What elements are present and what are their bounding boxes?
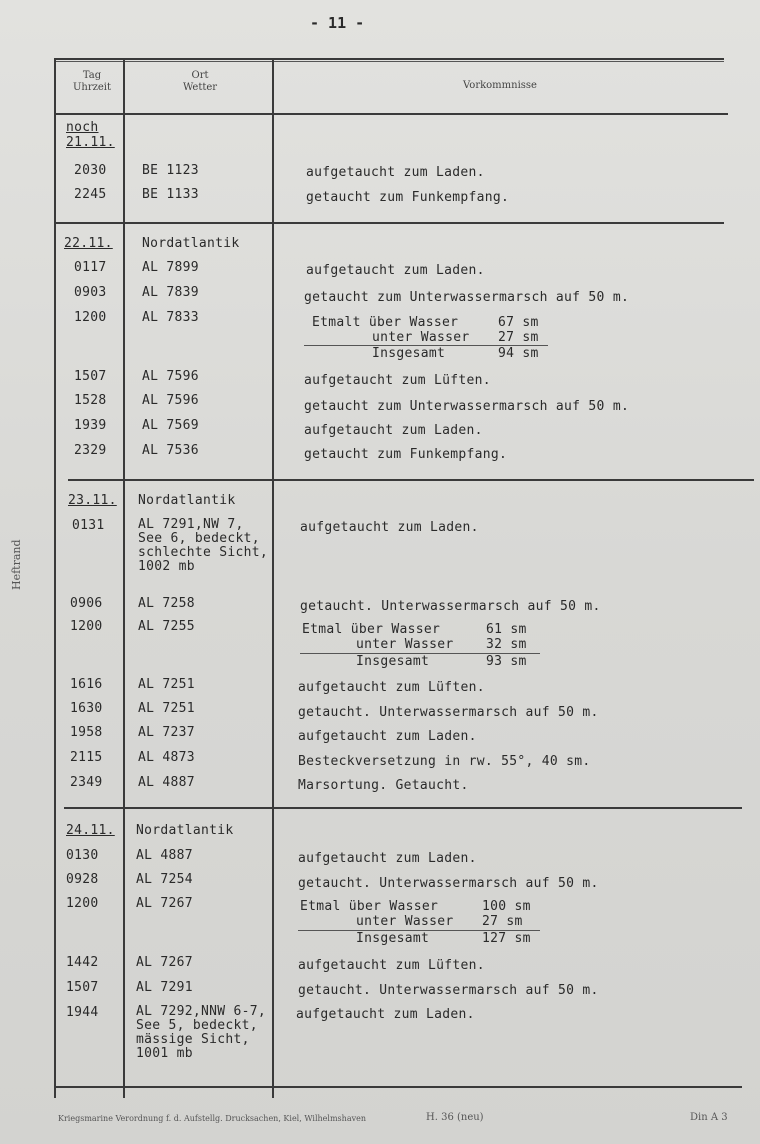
section-divider-2 xyxy=(68,479,754,481)
entry-time: 1630 xyxy=(70,701,103,716)
etmal-total-label: Insgesamt xyxy=(356,931,430,946)
section-region: Nordatlantik xyxy=(142,236,240,251)
header-col-place-weather: Ort Wetter xyxy=(182,70,218,93)
entry-time: 1200 xyxy=(66,896,99,911)
entry-place: AL 7899 xyxy=(142,260,199,275)
entry-place: AL 7291 xyxy=(136,980,193,995)
entry-text: aufgetaucht zum Lüften. xyxy=(304,373,491,388)
entry-time: 1958 xyxy=(70,725,103,740)
entry-place: AL 4887 xyxy=(138,775,195,790)
entry-time: 2115 xyxy=(70,750,103,765)
etmal-over-water-label: Etmal über Wasser xyxy=(302,622,441,637)
etmal-under-water-label: unter Wasser xyxy=(356,914,454,929)
entry-place: AL 7839 xyxy=(142,285,199,300)
entry-text: getaucht zum Funkempfang. xyxy=(306,190,510,205)
page-number: - 11 - xyxy=(310,14,365,32)
section-date: 22.11. xyxy=(64,236,113,251)
entry-text: aufgetaucht zum Lüften. xyxy=(298,958,485,973)
entry-place: AL 7267 xyxy=(136,896,193,911)
etmal-under-water-label: unter Wasser xyxy=(356,637,454,652)
entry-place: AL 4873 xyxy=(138,750,195,765)
etmal-total-value: 94 sm xyxy=(498,346,539,361)
entry-time: 2329 xyxy=(74,443,107,458)
entry-time: 1507 xyxy=(74,369,107,384)
etmal-over-water-value: 100 sm xyxy=(482,899,531,914)
column-divider-1 xyxy=(123,58,125,1098)
entry-text: getaucht zum Unterwassermarsch auf 50 m. xyxy=(304,399,630,414)
etmal-over-water-label: Etmalt über Wasser xyxy=(312,315,459,330)
entry-text: aufgetaucht zum Laden. xyxy=(304,423,483,438)
etmal-total-value: 93 sm xyxy=(486,654,527,669)
table-bottom-border xyxy=(56,1086,742,1088)
footer-form-number: H. 36 (neu) xyxy=(426,1112,484,1123)
entry-text: getaucht zum Unterwassermarsch auf 50 m. xyxy=(304,290,630,305)
entry-time: 1944 xyxy=(66,1005,99,1020)
etmal-over-water-value: 67 sm xyxy=(498,315,539,330)
entry-time: 2349 xyxy=(70,775,103,790)
entry-text: aufgetaucht zum Laden. xyxy=(298,729,477,744)
entry-time: 1528 xyxy=(74,393,107,408)
table-left-border xyxy=(54,58,56,1098)
entry-time: 1616 xyxy=(70,677,103,692)
entry-text: getaucht. Unterwassermarsch auf 50 m. xyxy=(298,983,599,998)
etmal-over-water-label: Etmal über Wasser xyxy=(300,899,439,914)
entry-place: AL 4887 xyxy=(136,848,193,863)
entry-place: AL 7258 xyxy=(138,596,195,611)
entry-time: 1200 xyxy=(74,310,107,325)
entry-place: AL 7255 xyxy=(138,619,195,634)
table-top-border-inner xyxy=(56,61,724,62)
entry-time: 1442 xyxy=(66,955,99,970)
entry-time: 0130 xyxy=(66,848,99,863)
entry-place: AL 7596 xyxy=(142,393,199,408)
footer-paper-size: Din A 3 xyxy=(690,1112,728,1123)
entry-text: aufgetaucht zum Laden. xyxy=(298,851,477,866)
header-col-events: Vorkommnisse xyxy=(463,80,537,91)
entry-place: AL 7254 xyxy=(136,872,193,887)
section-date: 24.11. xyxy=(66,823,115,838)
entry-time: 1939 xyxy=(74,418,107,433)
section-date: noch 21.11. xyxy=(66,120,115,150)
entry-time: 1200 xyxy=(70,619,103,634)
entry-time: 1507 xyxy=(66,980,99,995)
table-top-border xyxy=(56,58,724,60)
section-region: Nordatlantik xyxy=(138,493,236,508)
entry-text: Marsortung. Getaucht. xyxy=(298,778,469,793)
entry-time: 0903 xyxy=(74,285,107,300)
margin-label: Heftrand xyxy=(10,539,23,590)
etmal-under-water-value: 27 sm xyxy=(482,914,523,929)
entry-text: getaucht zum Funkempfang. xyxy=(304,447,508,462)
entry-place: AL 7251 xyxy=(138,677,195,692)
section-divider-1 xyxy=(56,222,724,224)
entry-text: aufgetaucht zum Laden. xyxy=(306,263,485,278)
entry-time: 2030 xyxy=(74,163,107,178)
entry-text: aufgetaucht zum Laden. xyxy=(296,1007,475,1022)
entry-place: AL 7251 xyxy=(138,701,195,716)
etmal-total-value: 127 sm xyxy=(482,931,531,946)
entry-place: AL 7833 xyxy=(142,310,199,325)
entry-text: Besteckversetzung in rw. 55°, 40 sm. xyxy=(298,754,591,769)
footer-printer-note: Kriegsmarine Verordnung f. d. Aufstellg. Drucksachen, Kiel, Wilhelmshaven xyxy=(58,1114,366,1123)
etmal-under-water-value: 32 sm xyxy=(486,637,527,652)
entry-text: aufgetaucht zum Laden. xyxy=(300,520,479,535)
etmal-under-water-label: unter Wasser xyxy=(372,330,470,345)
entry-time: 0131 xyxy=(72,518,105,533)
header-col-date-time: Tag Uhrzeit xyxy=(72,70,112,93)
entry-time: 0117 xyxy=(74,260,107,275)
etmal-total-label: Insgesamt xyxy=(372,346,446,361)
entry-text: getaucht. Unterwassermarsch auf 50 m. xyxy=(300,599,601,614)
entry-time: 2245 xyxy=(74,187,107,202)
entry-text: aufgetaucht zum Laden. xyxy=(306,165,485,180)
column-divider-2 xyxy=(272,58,274,1098)
entry-place: AL 7292,NNW 6-7, See 5, bedeckt, mässige Sicht, 1001 mb xyxy=(136,1004,267,1061)
entry-place: AL 7237 xyxy=(138,725,195,740)
entry-place: AL 7596 xyxy=(142,369,199,384)
entry-time: 0906 xyxy=(70,596,103,611)
entry-text: aufgetaucht zum Lüften. xyxy=(298,680,485,695)
entry-place: AL 7267 xyxy=(136,955,193,970)
section-date: 23.11. xyxy=(68,493,117,508)
entry-place: BE 1133 xyxy=(142,187,199,202)
entry-place: AL 7569 xyxy=(142,418,199,433)
entry-place: AL 7291,NW 7, See 6, bedeckt, schlechte Sicht, 1002 mb xyxy=(138,517,269,574)
entry-place: BE 1123 xyxy=(142,163,199,178)
section-divider-3 xyxy=(64,807,742,809)
header-bottom-border xyxy=(56,113,728,115)
entry-time: 0928 xyxy=(66,872,99,887)
entry-place: AL 7536 xyxy=(142,443,199,458)
etmal-under-water-value: 27 sm xyxy=(498,330,539,345)
etmal-over-water-value: 61 sm xyxy=(486,622,527,637)
entry-text: getaucht. Unterwassermarsch auf 50 m. xyxy=(298,705,599,720)
entry-text: getaucht. Unterwassermarsch auf 50 m. xyxy=(298,876,599,891)
section-region: Nordatlantik xyxy=(136,823,234,838)
etmal-total-label: Insgesamt xyxy=(356,654,430,669)
